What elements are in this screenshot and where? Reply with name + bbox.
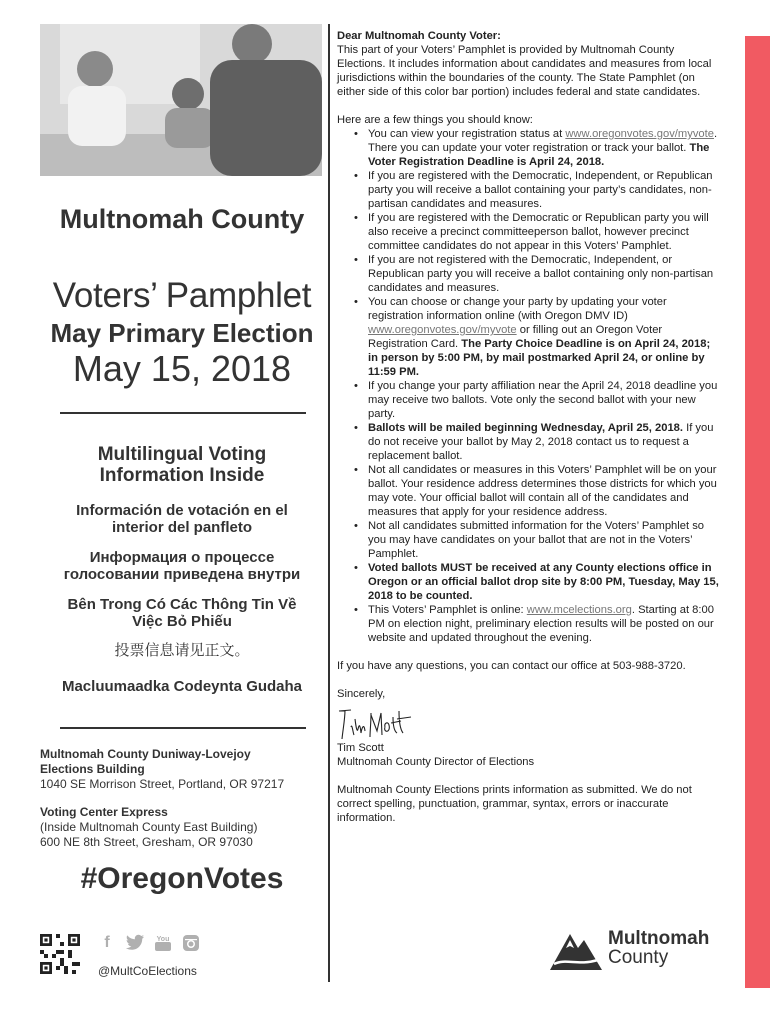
signature	[337, 705, 417, 741]
things-heading: Here are a few things you should know:	[337, 114, 533, 126]
accent-color-bar	[745, 36, 770, 988]
list-item: • Ballots will be mailed beginning Wednesday, April 25, 2018. If you do not receive your ballot by May 2, 2018 contact us to request a replacement ballot.	[337, 421, 721, 463]
election-title: May Primary Election	[50, 318, 314, 348]
building-address: Multnomah County Duniway-Lovejoy Elections Building 1040 SE Morrison Street, Portland, OR 97217	[40, 747, 285, 791]
qr-code-icon[interactable]	[40, 934, 80, 974]
chinese-note: 投票信息请见正文。	[114, 642, 250, 659]
list-item: • Not all candidates or measures in this Voters’ Pamphlet will be on your ballot. Your residence address determines those districts for which you may vote. Your official ballot will contain all of the candidates and measures that apply for your residence address.	[337, 463, 721, 519]
disclaimer: Multnomah County Elections prints information as submitted. We do not correct spelling, punctuation, grammar, syntax, errors or inaccurate information.	[337, 784, 692, 824]
social-handle: @MultCoElections	[98, 964, 197, 978]
letter-body	[337, 29, 721, 825]
signer-title: Multnomah County Director of Elections	[337, 756, 535, 768]
mountain-logo-icon	[548, 924, 604, 972]
instagram-icon[interactable]	[182, 934, 200, 952]
youtube-icon[interactable]	[154, 934, 172, 952]
hashtag: #OregonVotes	[80, 862, 284, 895]
svg-text:You: You	[156, 936, 170, 943]
list-item: • If you are registered with the Democratic or Republican party you will also receive a precinct committeeperson ballot, however precinct committee candidates do not appear in this Voters’ Pamphlet.	[337, 211, 721, 253]
myvote-link[interactable]: www.oregonvotes.gov/myvote	[368, 324, 517, 336]
greeting: Dear Multnomah County Voter:	[337, 30, 501, 42]
list-item: • You can view your registration status at www.oregonvotes.gov/myvote. There you can update your voter registration or track your ballot. The Voter Registration Deadline is April 24, 2018.	[337, 127, 721, 169]
somali-note: Macluumaadka Codeynta Gudaha	[61, 678, 303, 695]
column-divider	[328, 24, 330, 982]
spanish-note: Información de votación en el interior del panfleto	[76, 502, 288, 536]
election-date: May 15, 2018	[72, 348, 292, 389]
divider-rule	[60, 727, 306, 729]
cover-photo	[40, 24, 322, 176]
multnomah-county-logo	[548, 924, 709, 972]
list-item: • Voted ballots MUST be received at any County elections office in Oregon or an official ballot drop site by 8:00 PM, Tuesday, May 15, 2018 to be counted.	[337, 561, 721, 603]
logo-line1: Multnomah	[608, 928, 710, 949]
voting-center-address: Voting Center Express (Inside Multnomah County East Building) 600 NE 8th Street, Gresham, OR 97030	[40, 805, 258, 849]
russian-note: Информация о процессе голосовании приведена внутри	[63, 549, 301, 583]
list-item: • This Voters’ Pamphlet is online: www.mcelections.org. Starting at 8:00 PM on election night, preliminary election results will be posted on our website and updated throughout the evening.	[337, 603, 721, 645]
contact-paragraph: If you have any questions, you can contact our office at 503-988-3720.	[337, 660, 686, 672]
myvote-link[interactable]: www.oregonvotes.gov/myvote	[565, 128, 714, 140]
signer-name: Tim Scott	[337, 742, 384, 754]
list-item: • You can choose or change your party by updating your voter registration information online (with Oregon DMV ID) www.oregonvotes.gov/myvote or filling out an Oregon Voter Registration Card. The Party Choice Deadline is on April 24, 2018; in person by 5:00 PM, by mail postmarked April 24, or online by 11:59 PM.	[337, 295, 721, 379]
list-item: • If you are registered with the Democratic, Independent, or Republican party you will receive a ballot containing your party’s candidates, non-partisan candidates and measures.	[337, 169, 721, 211]
mcelections-link[interactable]: www.mcelections.org	[526, 604, 632, 616]
social-icons	[98, 934, 200, 952]
divider-rule	[60, 412, 306, 414]
intro-paragraph: This part of your Voters’ Pamphlet is provided by Multnomah County Elections. It includes information about candidates and measures from local jurisdictions within the boundaries of the county. The State Pamphlet (on either side of this color bar portion) includes federal and state candidates.	[337, 44, 712, 98]
list-item: • Not all candidates submitted information for the Voters’ Pamphlet so you may have candidates on your ballot that are not in the Voters’ Pamphlet.	[337, 519, 721, 561]
county-title: Multnomah County	[59, 204, 305, 234]
vietnamese-note: Bên Trong Có Các Thông Tin Về Việc Bỏ Phiếu	[67, 596, 297, 630]
twitter-icon[interactable]	[126, 934, 144, 952]
logo-line2: County	[608, 947, 669, 968]
sincerely: Sincerely,	[337, 688, 386, 700]
multilingual-heading: Multilingual Voting Information Inside	[97, 444, 267, 486]
list-item: • If you change your party affiliation near the April 24, 2018 deadline you may receive two ballots. Vote only the second ballot with your new party.	[337, 379, 721, 421]
facebook-icon[interactable]: f	[104, 934, 110, 951]
pamphlet-title: Voters’ Pamphlet	[52, 276, 312, 315]
info-list	[337, 127, 721, 645]
list-item: • If you are not registered with the Democratic, Independent, or Republican party you will receive a ballot containing only non-partisan candidates and measures.	[337, 253, 721, 295]
